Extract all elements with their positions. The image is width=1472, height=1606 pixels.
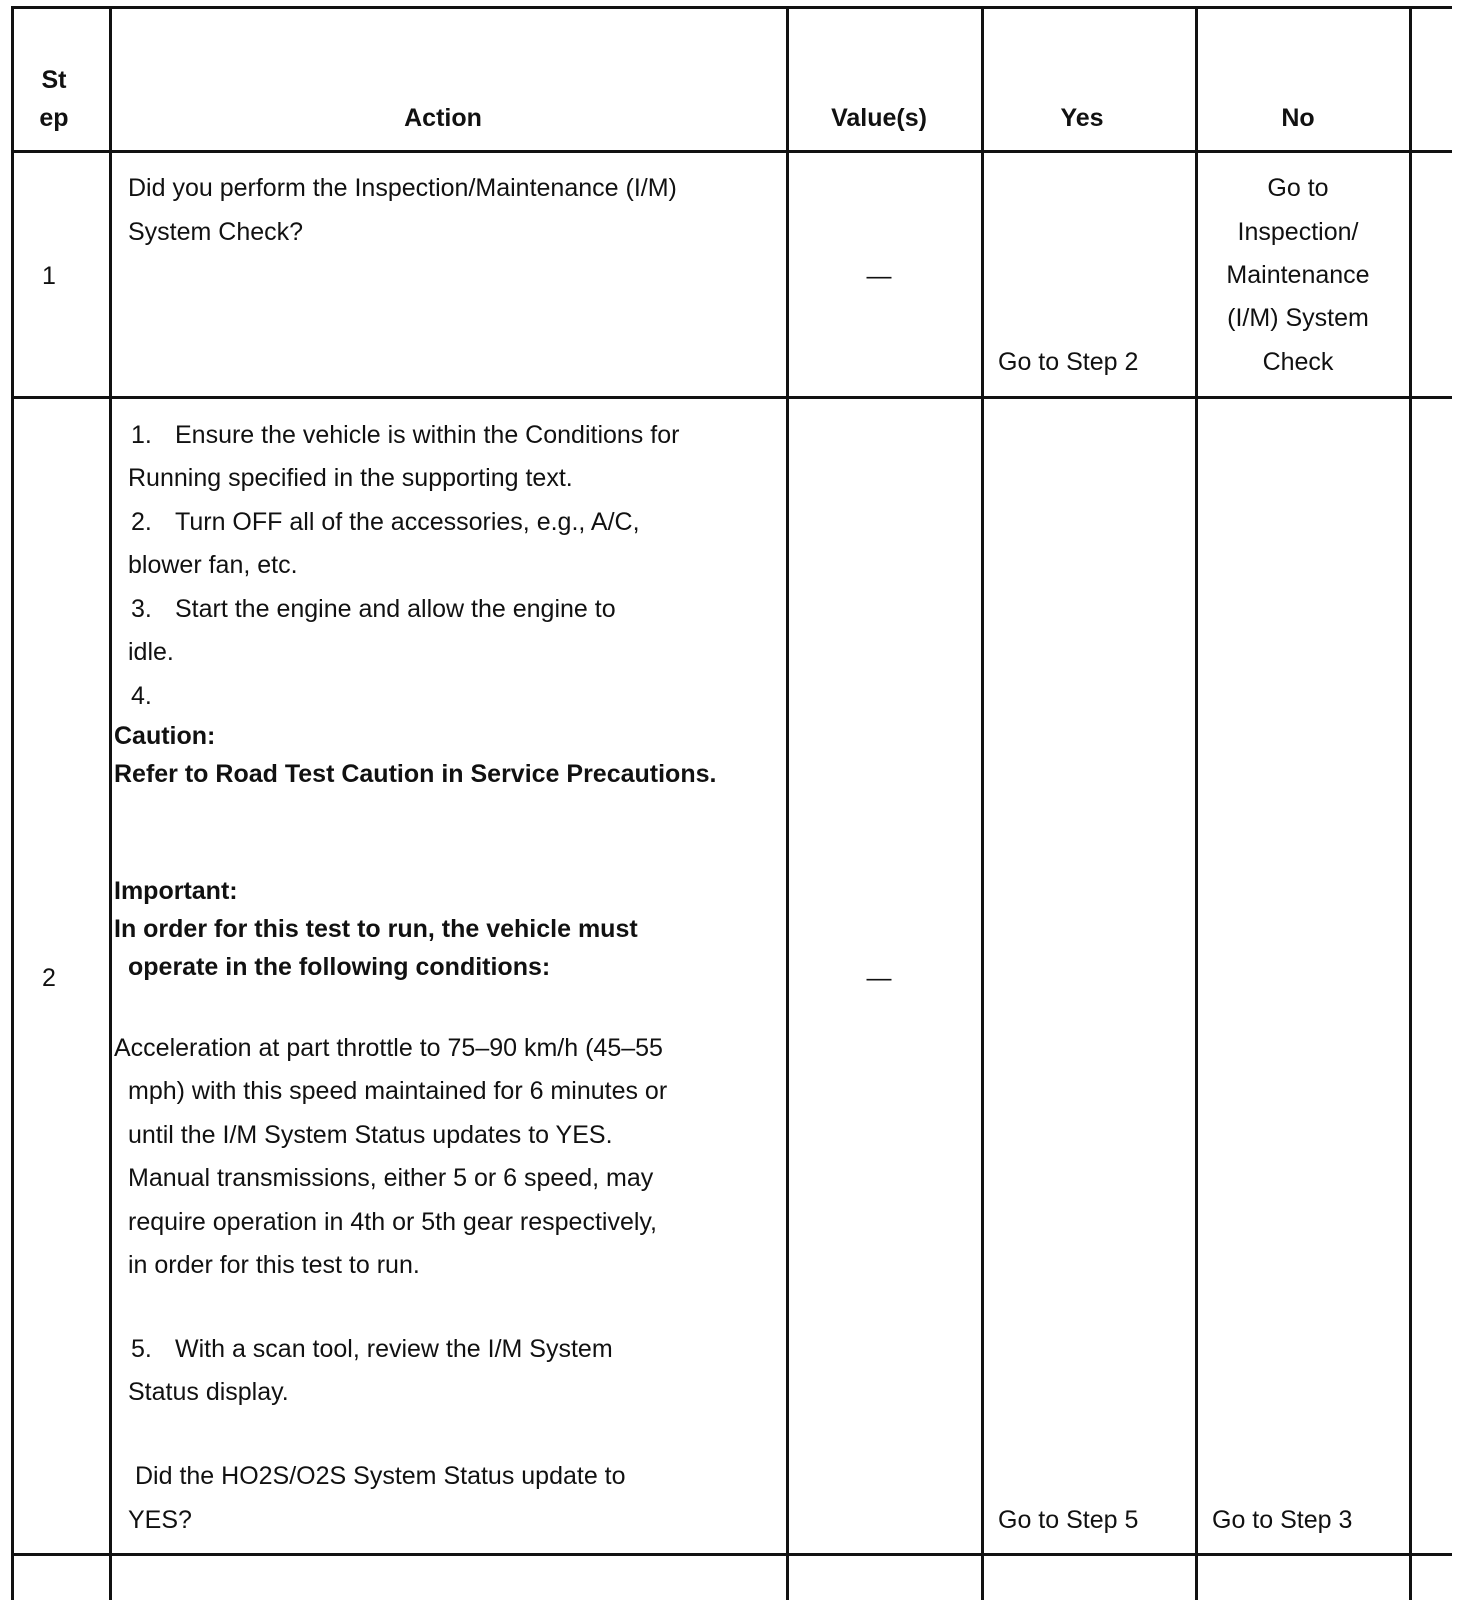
step-number: 1	[42, 262, 56, 290]
no-link[interactable]: Go to Step 3	[1212, 1506, 1353, 1534]
caution-text[interactable]: Refer to Road Test Caution in Service Precautions.	[114, 760, 717, 788]
col-divider	[1195, 8, 1198, 1600]
row-divider	[11, 396, 1452, 399]
col-divider	[981, 8, 984, 1600]
action-text: Did you perform the Inspection/Maintenance (I/M)	[128, 174, 677, 202]
row-divider	[11, 6, 1452, 9]
no-link[interactable]: Maintenance	[1226, 261, 1370, 289]
caution-title: Caution:	[114, 722, 216, 750]
conditions-text: in order for this test to run.	[128, 1251, 420, 1279]
header-no: No	[1281, 104, 1315, 132]
header-values: Value(s)	[831, 104, 927, 132]
col-divider	[109, 8, 112, 1600]
list-item: blower fan, etc.	[128, 551, 298, 579]
list-item: idle.	[128, 638, 174, 666]
important-title: Important:	[114, 877, 238, 905]
col-divider	[1409, 8, 1412, 1600]
conditions-text: mph) with this speed maintained for 6 minutes or	[128, 1077, 668, 1105]
conditions-text: Acceleration at part throttle to 75–90 km/h (45–55	[114, 1034, 663, 1062]
list-number: 2.	[131, 508, 152, 536]
step-number: 2	[42, 964, 56, 992]
list-item: Running specified in the supporting text.	[128, 464, 573, 492]
no-link[interactable]: Inspection/	[1237, 218, 1359, 246]
list-item: Status display.	[128, 1378, 289, 1406]
list-item: Start the engine and allow the engine to	[175, 595, 616, 623]
no-link[interactable]: (I/M) System	[1227, 304, 1369, 332]
header-yes: Yes	[1060, 104, 1104, 132]
row-divider	[11, 150, 1452, 153]
conditions-text: Manual transmissions, either 5 or 6 speed, may	[128, 1164, 654, 1192]
col-divider	[11, 8, 14, 1600]
value-text: —	[866, 262, 892, 290]
value-text: —	[866, 964, 892, 992]
no-link[interactable]: Check	[1262, 348, 1334, 376]
question-text: Did the HO2S/O2S System Status update to	[135, 1462, 626, 1490]
list-number: 5.	[131, 1335, 152, 1363]
yes-link[interactable]: Go to Step 5	[998, 1506, 1139, 1534]
list-number: 4.	[131, 682, 152, 710]
conditions-text: until the I/M System Status updates to YES.	[128, 1121, 613, 1149]
important-text: operate in the following conditions:	[128, 953, 551, 981]
list-item: Turn OFF all of the accessories, e.g., A/C,	[175, 508, 640, 536]
row-divider	[11, 1553, 1452, 1556]
header-step-line2: ep	[39, 104, 69, 132]
list-item: Ensure the vehicle is within the Conditions for	[175, 421, 680, 449]
important-text: In order for this test to run, the vehicle must	[114, 915, 638, 943]
header-action: Action	[404, 104, 482, 132]
no-link[interactable]: Go to	[1267, 174, 1329, 202]
list-number: 3.	[131, 595, 152, 623]
list-number: 1.	[131, 421, 152, 449]
list-item: With a scan tool, review the I/M System	[175, 1335, 613, 1363]
action-text: System Check?	[128, 218, 304, 246]
question-text: YES?	[128, 1506, 192, 1534]
col-divider	[786, 8, 789, 1600]
conditions-text: require operation in 4th or 5th gear respectively,	[128, 1208, 658, 1236]
yes-link[interactable]: Go to Step 2	[998, 348, 1139, 376]
header-step-line1: St	[41, 66, 67, 94]
